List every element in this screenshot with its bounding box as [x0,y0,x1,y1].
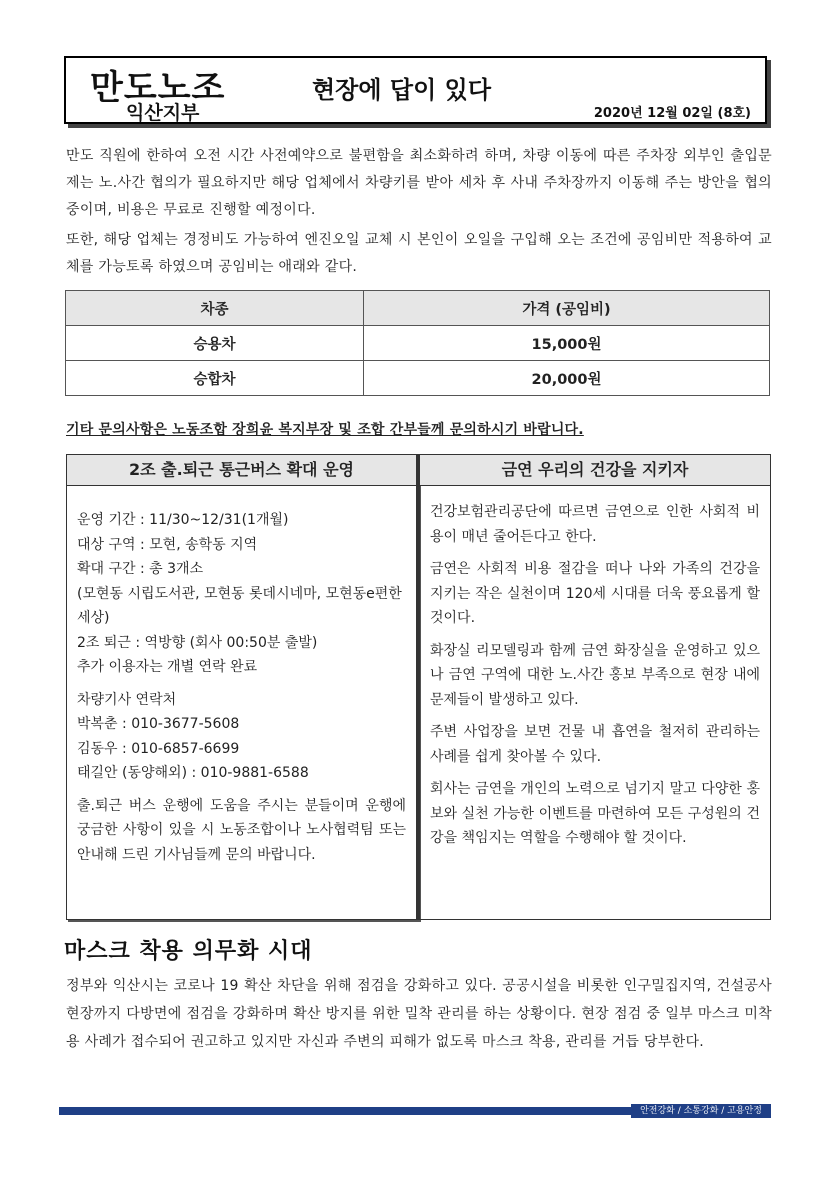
no-smoking-section-body [420,486,770,851]
mask-section-body: 정부와 익산시는 코로나 19 확산 차단을 위해 점검을 강화하고 있다. 공공시설을 비롯한 인구밀집지역, 건설공사 현장까지 다방면에 점검을 강화하며 확산 방지를 위한 밀착 관리를 하는 상황이다. 현장 점검 중 일부 마스크 미착용 사례가 접수되어 권고하고 있지만 자신과 주변의 피해가 없도록 마스크 착용, 관리를 거듭 당부한다. [66,978,772,1050]
table-header-row [66,291,770,326]
newsletter-header [64,56,767,124]
contact-line: 김동우 : 010-6857-6699 [77,740,240,757]
table-row [66,361,770,396]
mask-section-title: 마스크 착용 의무화 시대 [64,939,313,964]
bus-section-title: 2조 출.퇴근 통근버스 확대 운영 [67,455,416,486]
no-smoking-paragraph: 금연은 사회적 비용 절감을 떠나 나와 가족의 건강을 지키는 작은 실천이며 120세 시대를 더욱 풍요롭게 할 것이다. [430,561,760,626]
price-table [65,290,770,396]
bus-section-body [67,486,416,867]
newsletter-headline: 현장에 답이 있다 [312,76,491,104]
no-smoking-section-title: 금연 우리의 건강을 지키자 [420,455,770,486]
bus-section [66,454,419,920]
intro-paragraph-1: 만도 직원에 한하여 오전 시간 사전예약으로 불편함을 최소화하려 하며, 차량 이동에 따른 주차장 외부인 출입문제는 노.사간 협의가 필요하지만 해당 업체에서 차량키를 받아 세차 후 사내 주차장까지 이동해 주는 방안을 협의 중이며, 비용은 무료로 진행할 예정이다. [66,148,772,218]
bus-closing-text: 출.퇴근 버스 운행에 도움을 주시는 분들이며 운행에 궁금한 사항이 있을 시 노동조합이나 노사협력팀 또는 안내해 드린 기사님들께 문의 바랍니다. [77,797,406,863]
intro-paragraph-2: 또한, 해당 업체는 경정비도 가능하여 엔진오일 교체 시 본인이 오일을 구입해 오는 조건에 공임비만 적용하여 교체를 가능토록 하였으며 공임비는 애래와 같다. [66,232,772,275]
bus-info-line: 대상 구역 : 모현, 송학동 지역 [77,536,258,553]
bus-info-line: 확대 구간 : 총 3개소 [77,561,204,577]
table-cell-price: 15,000원 [364,326,770,361]
footer-motto: 안전강화 / 소통강화 / 고용안정 [631,1104,771,1118]
table-header-price: 가격 (공임비) [364,291,770,326]
table-cell-vehicle: 승용차 [66,326,364,361]
inquiry-notice: 기타 문의사항은 노동조합 장희윤 복지부장 및 조합 간부들께 문의하시기 바랍니다. [66,422,584,438]
table-cell-vehicle: 승합차 [66,361,364,396]
bus-info-line: 추가 이용자는 개별 연락 완료 [77,659,258,675]
bus-info-line: 운영 기간 : 11/30~12/31(1개월) [77,512,289,528]
table-cell-price: 20,000원 [364,361,770,396]
union-name: 만도노조 [90,68,226,108]
table-row [66,326,770,361]
no-smoking-paragraph: 주변 사업장을 보면 건물 내 흡연을 철저히 관리하는 사례를 쉽게 찾아볼 수 있다. [430,724,760,765]
bus-info-line: 2조 퇴근 : 역방향 (회사 00:50분 출발) [77,634,318,651]
contact-line: 박복춘 : 010-3677-5608 [77,716,240,732]
table-header-vehicle: 차종 [66,291,364,326]
bus-info-line: (모현동 시립도서관, 모현동 롯데시네마, 모현동e편한세상) [77,585,402,626]
no-smoking-paragraph: 화장실 리모델링과 함께 금연 화장실을 운영하고 있으나 금연 구역에 대한 노.사간 홍보 부족으로 현장 내에 문제들이 발생하고 있다. [430,642,760,708]
no-smoking-paragraph: 회사는 금연을 개인의 노력으로 넘기지 말고 다양한 홍보와 실천 가능한 이벤트를 마련하여 모든 구성원의 건강을 책임지는 역할을 수행해야 할 것이다. [430,781,760,846]
contact-line: 태길안 (동양해외) : 010-9881-6588 [77,765,309,781]
contact-title: 차량기사 연락처 [77,691,177,708]
branch-name: 익산지부 [126,102,200,124]
issue-date: 2020년 12월 02일 (8호) [593,106,751,121]
no-smoking-paragraph: 건강보험관리공단에 따르면 금연으로 인한 사회적 비용이 매년 줄어든다고 한다. [430,504,760,545]
no-smoking-section [419,454,771,920]
